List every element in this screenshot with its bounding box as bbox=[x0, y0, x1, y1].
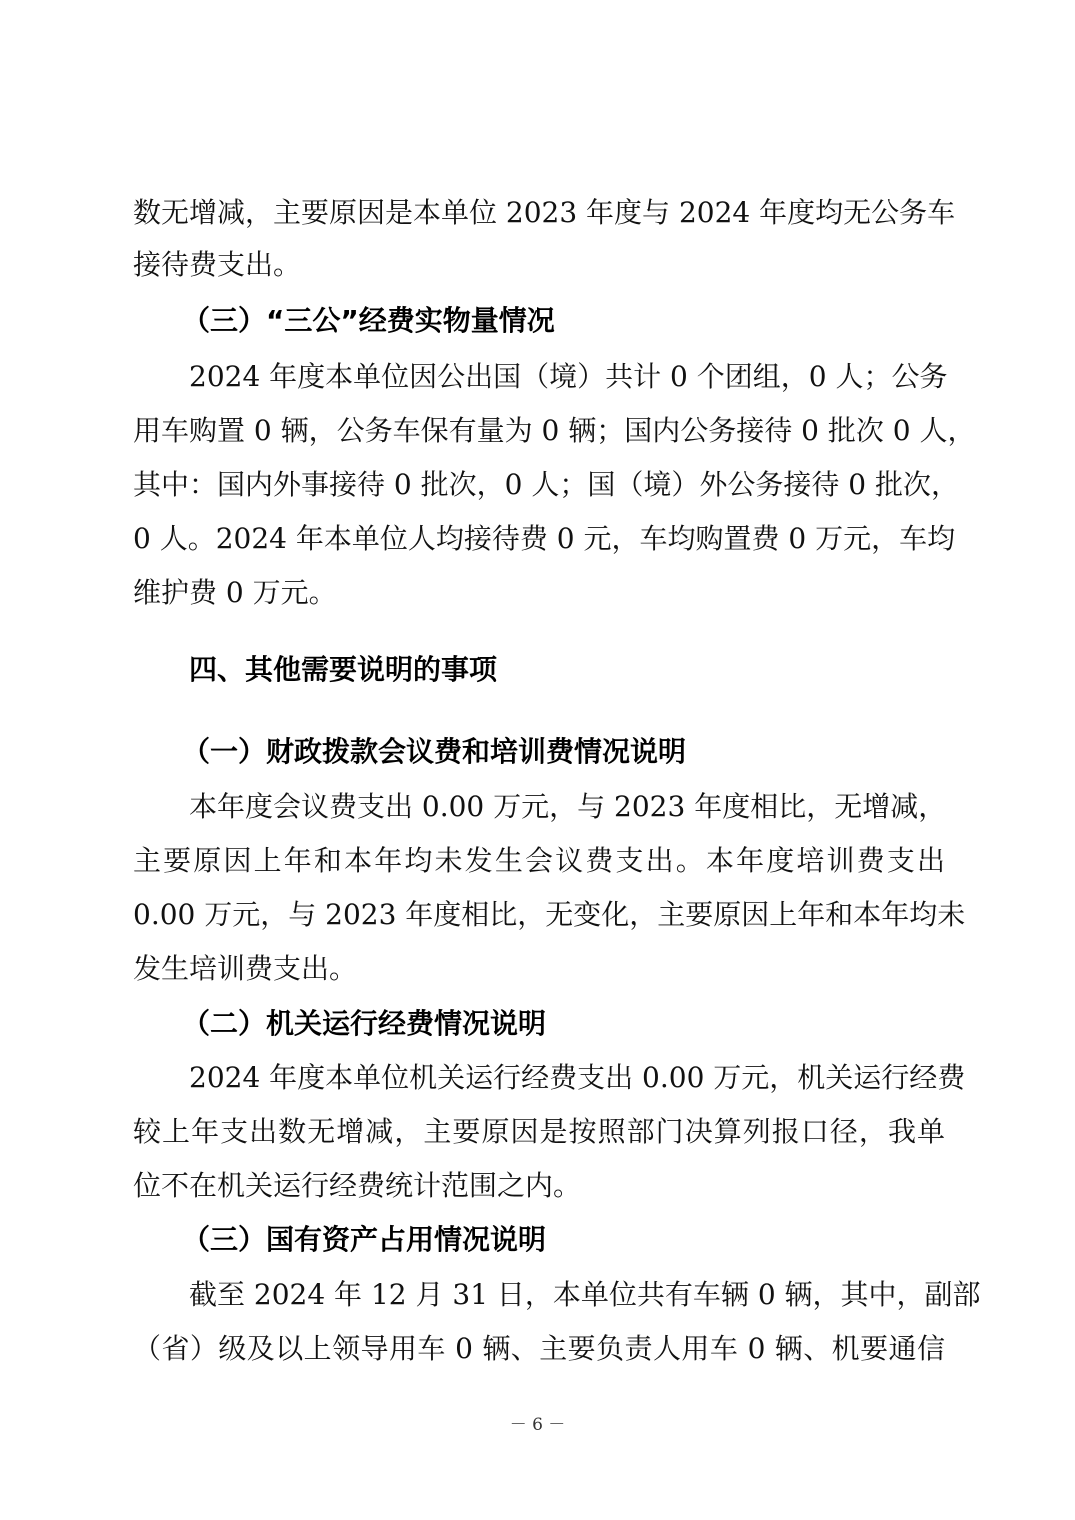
paragraph-line: 0.00 万元，与 2023 年度相比，无变化，主要原因上年和本年均未 bbox=[133, 898, 966, 931]
paragraph-line: 较上年支出数无增减，主要原因是按照部门决算列报口径，我单 bbox=[133, 1115, 945, 1148]
paragraph-line: 本年度会议费支出 0.00 万元，与 2023 年度相比，无增减， bbox=[189, 790, 947, 823]
subsection-heading: （三）“三公”经费实物量情况 bbox=[182, 304, 555, 337]
paragraph-line: 用车购置 0 辆，公务车保有量为 0 辆；国内公务接待 0 批次 0 人， bbox=[133, 414, 976, 447]
paragraph-line: 发生培训费支出。 bbox=[133, 952, 358, 985]
paragraph-line: 位不在机关运行经费统计范围之内。 bbox=[133, 1169, 582, 1202]
paragraph-line: 其中：国内外事接待 0 批次，0 人；国（境）外公务接待 0 批次， bbox=[133, 468, 959, 501]
subsection-heading: （二）机关运行经费情况说明 bbox=[182, 1007, 547, 1040]
paragraph-line: 2024 年度本单位因公出国（境）共计 0 个团组，0 人；公务 bbox=[189, 360, 948, 393]
subsection-heading: （三）国有资产占用情况说明 bbox=[182, 1223, 547, 1256]
section-heading: 四、其他需要说明的事项 bbox=[189, 653, 498, 686]
paragraph-line: 主要原因上年和本年均未发生会议费支出。本年度培训费支出 bbox=[133, 844, 945, 877]
paragraph-line: 截至 2024 年 12 月 31 日，本单位共有车辆 0 辆，其中，副部 bbox=[189, 1278, 981, 1311]
paragraph-line: 2024 年度本单位机关运行经费支出 0.00 万元，机关运行经费 bbox=[189, 1061, 966, 1094]
paragraph-line: （省）级及以上领导用车 0 辆、主要负责人用车 0 辆、机要通信 bbox=[133, 1332, 945, 1365]
paragraph-line: 0 人。2024 年本单位人均接待费 0 元，车均购置费 0 万元，车均 bbox=[133, 522, 956, 555]
subsection-heading: （一）财政拨款会议费和培训费情况说明 bbox=[182, 735, 687, 768]
paragraph-line: 接待费支出。 bbox=[133, 248, 302, 281]
paragraph-line: 维护费 0 万元。 bbox=[133, 576, 337, 609]
paragraph-line: 数无增减，主要原因是本单位 2023 年度与 2024 年度均无公务车 bbox=[133, 196, 956, 229]
page-number: － 6 － bbox=[509, 1415, 566, 1435]
